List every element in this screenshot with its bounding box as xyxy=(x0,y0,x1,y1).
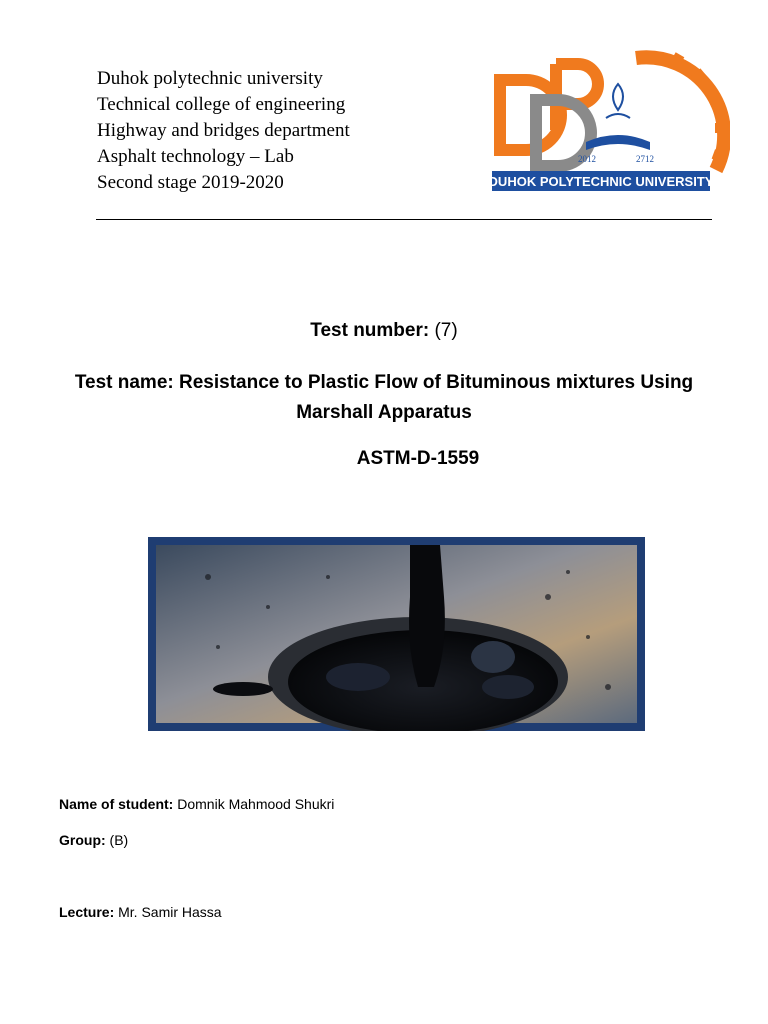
lecture-value: Mr. Samir Hassa xyxy=(118,904,222,920)
group-value: (B) xyxy=(109,832,129,848)
test-name-line1: Resistance to Plastic Flow of Bituminous mixtures Using xyxy=(179,372,694,393)
lecture-line xyxy=(59,904,222,920)
university-logo xyxy=(486,50,730,194)
gear-icon xyxy=(636,52,727,170)
student-name-label: Name of student: xyxy=(59,796,174,812)
student-name-value: Domnik Mahmood Shukri xyxy=(177,796,335,812)
astm-standard: ASTM-D-1559 xyxy=(356,448,480,469)
group-label: Group: xyxy=(59,832,106,848)
logo-university-name: DUHOK POLYTECHNIC UNIVERSITY xyxy=(488,174,714,189)
stage-line: Second stage 2019-2020 xyxy=(97,172,284,193)
lab-line: Asphalt technology – Lab xyxy=(97,146,294,167)
student-name-line xyxy=(59,796,334,812)
dpd-letters-icon xyxy=(500,64,598,166)
test-number-value: (7) xyxy=(434,320,458,341)
year-left: 2012 xyxy=(578,154,596,164)
department-line: Highway and bridges department xyxy=(97,120,350,141)
test-number-label: Test number: xyxy=(310,320,430,341)
header-block xyxy=(97,66,477,196)
test-name-line2: Marshall Apparatus xyxy=(296,402,472,423)
year-right: 2712 xyxy=(636,154,654,164)
test-number-line xyxy=(40,320,728,342)
college-line: Technical college of engineering xyxy=(97,94,346,115)
header-divider xyxy=(96,219,712,220)
test-name-label: Test name: xyxy=(74,372,174,393)
bitumen-photo xyxy=(148,537,645,731)
test-name-block xyxy=(40,368,728,428)
lecture-label: Lecture: xyxy=(59,904,115,920)
group-line xyxy=(59,832,128,848)
university-line: Duhok polytechnic university xyxy=(97,68,323,89)
